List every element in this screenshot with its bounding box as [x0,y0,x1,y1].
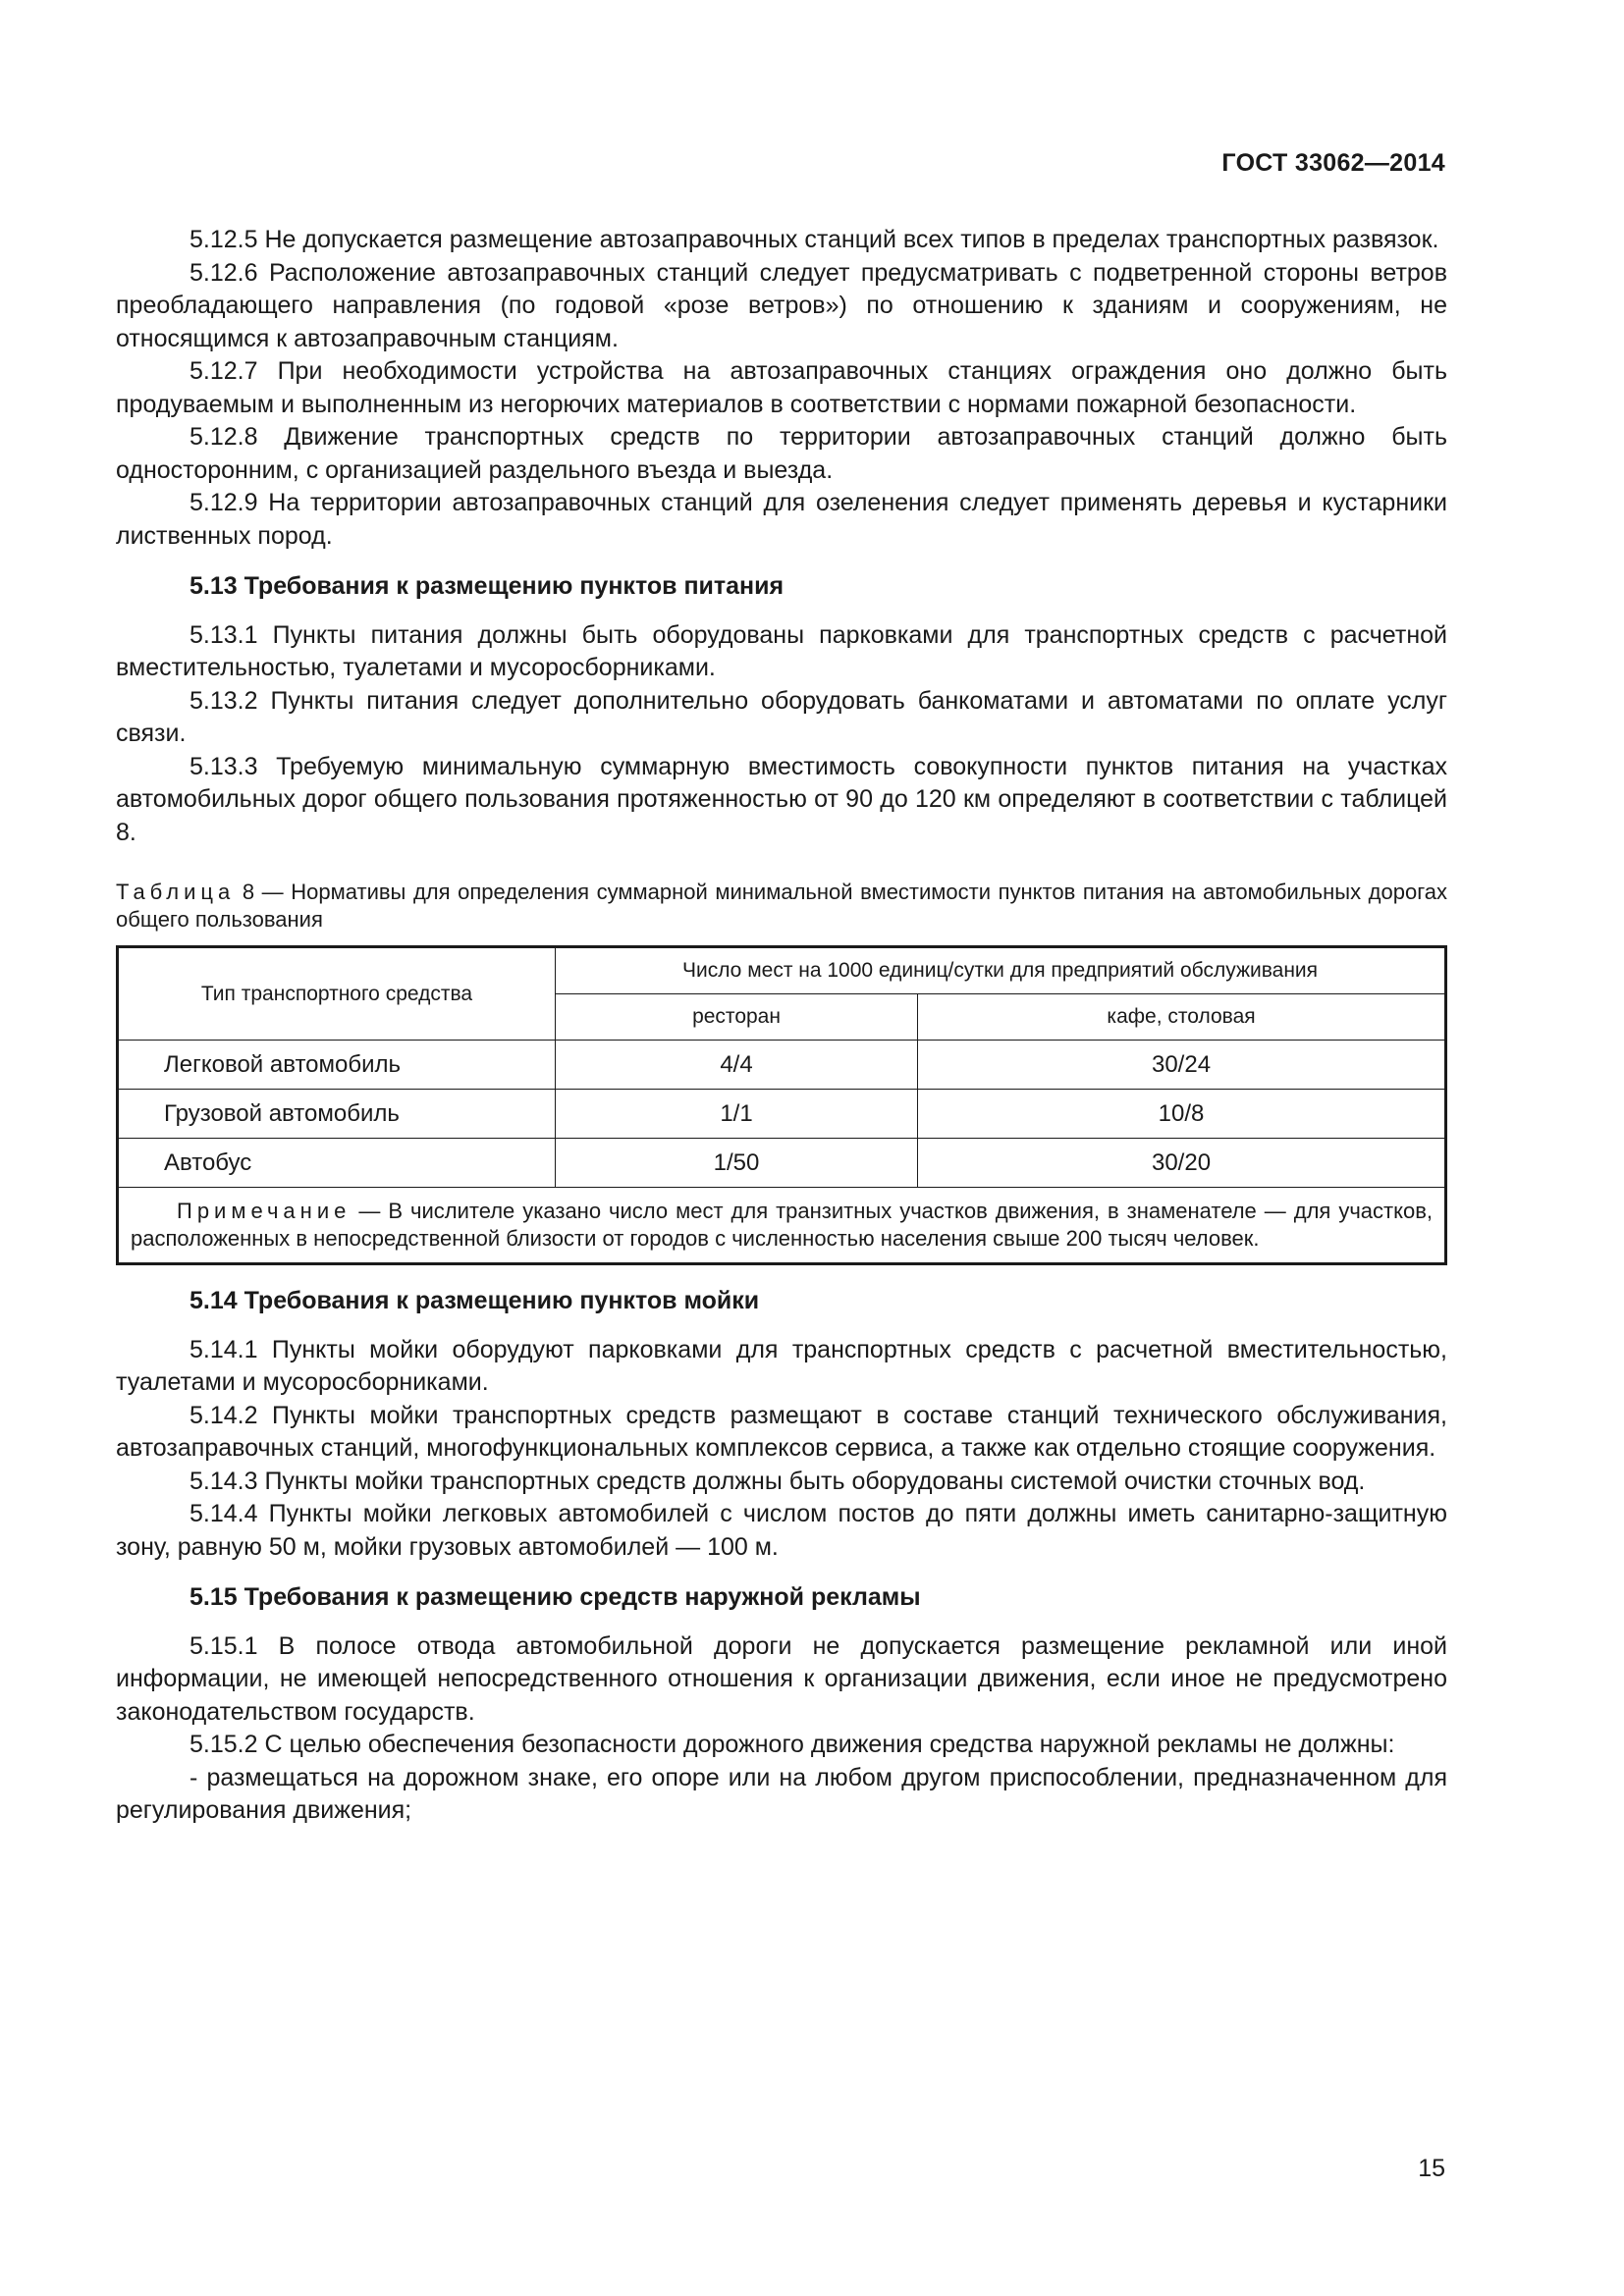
table-note [118,1188,1446,1264]
paragraph-5-15-2: 5.15.2 С целью обеспечения безопасности дорожного движения средства наружной рекламы не должны: [189,1731,1395,1758]
paragraph-5-14-4: 5.14.4 Пункты мойки легковых автомобилей с числом постов до пяти должны иметь санитарно-защитную зону, равную 50 м, мойки грузовых автомобилей — 100 м. [116,1500,1447,1561]
paragraph-5-12-7: 5.12.7 При необходимости устройства на автозаправочных станциях ограждения оно должно быть продуваемым и выполненным из негорючих материалов в соответствии с нормами пожарной безопасности. [116,357,1447,418]
page-content [116,224,1447,1828]
paragraph-5-14-3: 5.14.3 Пункты мойки транспортных средств должны быть оборудованы системой очистки сточных вод. [189,1467,1366,1495]
cell-restaurant: 4/4 [556,1041,918,1090]
section-title-5-13: 5.13 Требования к размещению пунктов питания [189,572,785,600]
note-label: Примечание [177,1199,352,1223]
table-note-row [118,1188,1446,1264]
cell-cafe: 30/24 [918,1041,1446,1090]
paragraph-5-12-8: 5.12.8 Движение транспортных средств по территории автозаправочных станций должно быть односторонним, с организацией раздельного въезда и выезда. [116,423,1447,484]
page-number: 15 [1418,2155,1445,2182]
cell-restaurant: 1/50 [556,1139,918,1188]
paragraph-5-13-1: 5.13.1 Пункты питания должны быть оборудованы парковками для транспортных средств с расчетной вместительностью, туалетами и мусоросборниками. [116,620,1447,681]
paragraph-5-13-3: 5.13.3 Требуемую минимальную суммарную вместимость совокупности пунктов питания на участках автомобильных дорог общего пользования протяженностью от 90 до 120 км определяют в соответствии с таблицей 8. [116,752,1447,846]
paragraph-5-14-2: 5.14.2 Пункты мойки транспортных средств размещают в составе станций технического обслуживания, автозаправочных станций, многофункциональных комплексов сервиса, а также как отдельно стоящие сооружения. [116,1401,1447,1462]
table-caption [116,879,1447,934]
table-row [118,1090,1446,1139]
header-vehicle-type: Тип транспортного средства [118,947,556,1041]
section-title-5-15: 5.15 Требования к размещению средств наружной рекламы [189,1583,921,1611]
cell-vehicle-type: Автобус [118,1139,556,1188]
cell-vehicle-type: Легковой автомобиль [118,1041,556,1090]
table-row [118,1139,1446,1188]
table-caption-text: 8 — Нормативы для определения суммарной минимальной вместимости пунктов питания на автомобильных дорогах общего пользования [116,880,1447,932]
paragraph-5-13-2: 5.13.2 Пункты питания следует дополнительно оборудовать банкоматами и автоматами по оплате услуг связи. [116,686,1447,747]
list-item: - размещаться на дорожном знаке, его опоре или на любом другом приспособлении, предназначенном для регулирования движения; [116,1763,1447,1824]
standard-code: ГОСТ 33062—2014 [1221,149,1445,177]
table-row [118,1041,1446,1090]
paragraph-5-14-1: 5.14.1 Пункты мойки оборудуют парковками для транспортных средств с расчетной вместительностью, туалетами и мусоросборниками. [116,1335,1447,1396]
cell-cafe: 10/8 [918,1090,1446,1139]
header-seat-count: Число мест на 1000 единиц/сутки для предприятий обслуживания [556,947,1446,994]
header-cafe: кафе, столовая [918,994,1446,1041]
capacity-table [116,945,1447,1265]
cell-cafe: 30/20 [918,1139,1446,1188]
table-caption-label: Таблица [116,880,236,904]
section-title-5-14: 5.14 Требования к размещению пунктов мойки [189,1287,760,1314]
paragraph-5-15-1: 5.15.1 В полосе отвода автомобильной дороги не допускается размещение рекламной или иной информации, не имеющей непосредственного отношения к организации движения, если иное не предусмотрено законодательством государств. [116,1631,1447,1726]
cell-vehicle-type: Грузовой автомобиль [118,1090,556,1139]
paragraph-5-12-5: 5.12.5 Не допускается размещение автозаправочных станций всех типов в пределах транспортных развязок. [189,226,1439,253]
table-header-row [118,947,1446,994]
header-restaurant: ресторан [556,994,918,1041]
paragraph-5-12-6: 5.12.6 Расположение автозаправочных станций следует предусматривать с подветренной стороны ветров преобладающего направления (по годовой «розе ветров») по отношению к зданиям и сооружениям, не относящимся к автозаправочным станциям. [116,258,1447,352]
paragraph-5-12-9: 5.12.9 На территории автозаправочных станций для озеленения следует применять деревья и кустарники лиственных пород. [116,489,1447,550]
cell-restaurant: 1/1 [556,1090,918,1139]
note-text: — В числителе указано число мест для транзитных участков движения, в знаменателе — для участков, расположенных в непосредственной близости от городов с численностью населения свыше 200 тысяч человек. [131,1199,1433,1251]
